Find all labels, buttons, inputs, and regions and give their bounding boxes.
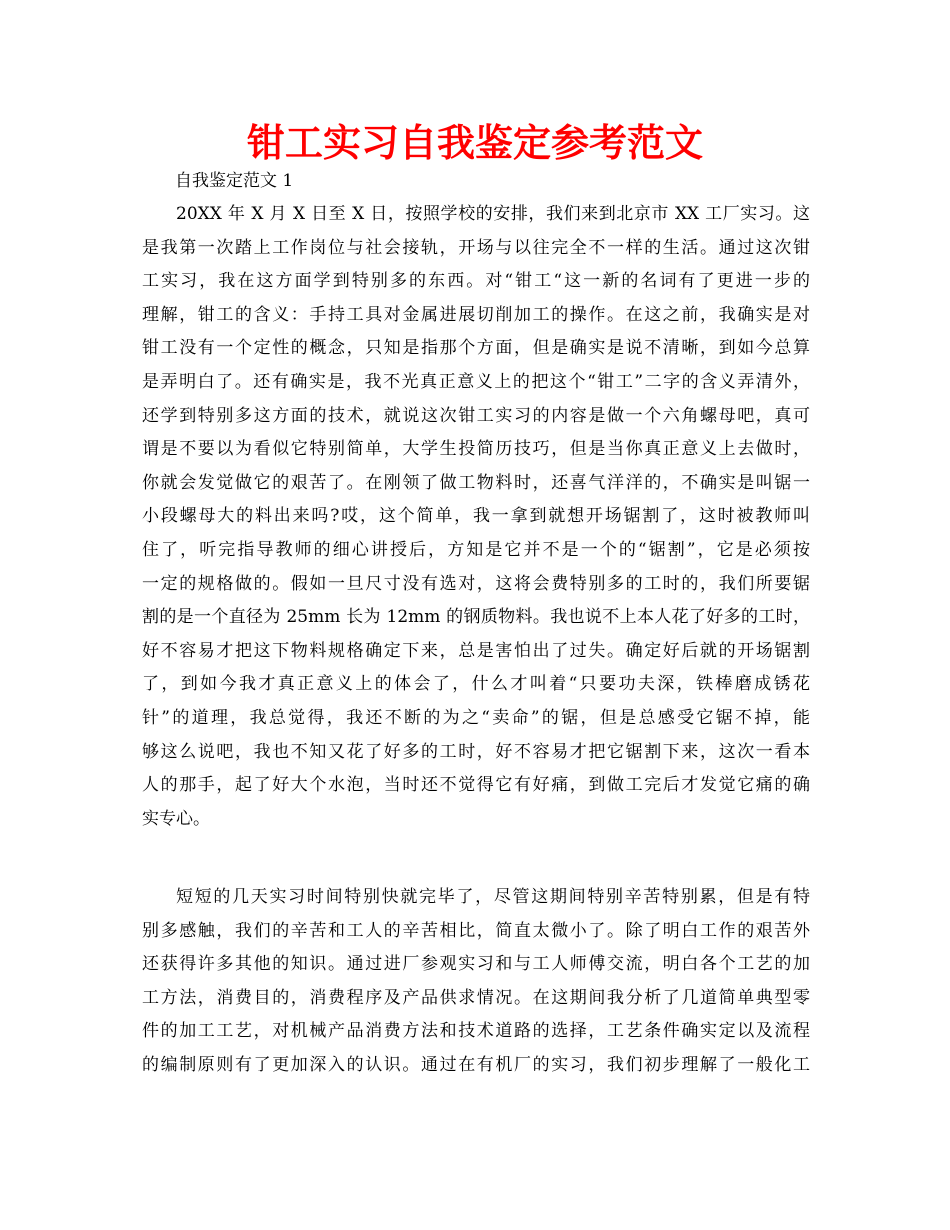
text-line: 你就会发觉做它的艰苦了。在刚领了做工物料时，还喜气洋洋的，不确实是叫锯一 [142, 472, 810, 493]
paragraph-1 [142, 198, 810, 836]
text-line: 短短的几天实习时间特别快就完毕了，尽管这期间特别辛苦特别累，但是有特 [176, 887, 810, 907]
text-line: 别多感触，我们的辛苦和工人的辛苦相比，简直太微小了。除了明白工作的艰苦外 [142, 920, 810, 941]
text-line: 够这么说吧，我也不知又花了好多的工时，好不容易才把它锯割下来，这次一看本 [142, 741, 810, 762]
text-line: 针”的道理，我总觉得，我还不断的为之“卖命”的锯，但是总感受它锯不掉，能 [142, 707, 810, 728]
text-line: 还获得许多其他的知识。通过进厂参观实习和与工人师傅交流，明白各个工艺的加 [142, 954, 810, 975]
text-line: 住了，听完指导教师的细心讲授后，方知是它并不是一个的“锯割”，它是必须按 [142, 539, 810, 560]
text-line: 20XX 年 X 月 X 日至 X 日，按照学校的安排，我们来到北京市 XX 工厂实习。这 [176, 204, 810, 224]
text-line: 人的那手，起了好大个水泡，当时还不觉得它有好痛，到做工完后才发觉它痛的确 [142, 775, 810, 796]
text-line: 是我第一次踏上工作岗位与社会接轨，开场与以往完全不一样的生活。通过这次钳 [142, 237, 810, 258]
text-line: 一定的规格做的。假如一旦尺寸没有选对，这将会费特别多的工时的，我们所要锯 [142, 573, 810, 594]
text-line: 实专心。 [142, 808, 210, 829]
paragraph-2 [142, 881, 810, 1083]
text-line: 工实习，我在这方面学到特别多的东西。对“钳工“这一新的名词有了更进一步的 [142, 271, 810, 292]
text-line: 钳工没有一个定性的概念，只知是指那个方面，但是确实是说不清晰，到如今总算 [142, 338, 810, 359]
document-subtitle: 自我鉴定范文 1 [175, 171, 294, 191]
text-line: 还学到特别多这方面的技术，就说这次钳工实习的内容是做一个六角螺母吧，真可 [142, 405, 810, 426]
text-line: 谓是不要以为看似它特别简单，大学生投简历技巧，但是当你真正意义上去做时， [142, 439, 810, 460]
text-line: 好不容易才把这下物料规格确定下来，总是害怕出了过失。确定好后就的开场锯割 [142, 640, 810, 661]
text-line: 小段螺母大的料出来吗?哎，这个简单，我一拿到就想开场锯割了，这时被教师叫 [142, 506, 810, 527]
text-line: 理解，钳工的含义：手持工具对金属进展切削加工的操作。在这之前，我确实是对 [142, 304, 810, 325]
text-line: 是弄明白了。还有确实是，我不光真正意义上的把这个“钳工”二字的含义弄清外， [142, 371, 810, 392]
text-line: 的编制原则有了更加深入的认识。通过在有机厂的实习，我们初步理解了一般化工 [142, 1054, 810, 1075]
text-line: 了，到如今我才真正意义上的体会了，什么才叫着“只要功夫深，铁棒磨成锈花 [142, 674, 810, 695]
text-line: 件的加工工艺，对机械产品消费方法和技术道路的选择，工艺条件确实定以及流程 [142, 1021, 810, 1042]
document-title: 钳工实习自我鉴定参考范文 [246, 121, 703, 165]
text-line: 割的是一个直径为 25mm 长为 12mm 的钢质物料。我也说不上本人花了好多的工时， [142, 607, 810, 628]
text-line: 工方法，消费目的，消费程序及产品供求情况。在这期间我分析了几道简单典型零 [142, 987, 810, 1008]
